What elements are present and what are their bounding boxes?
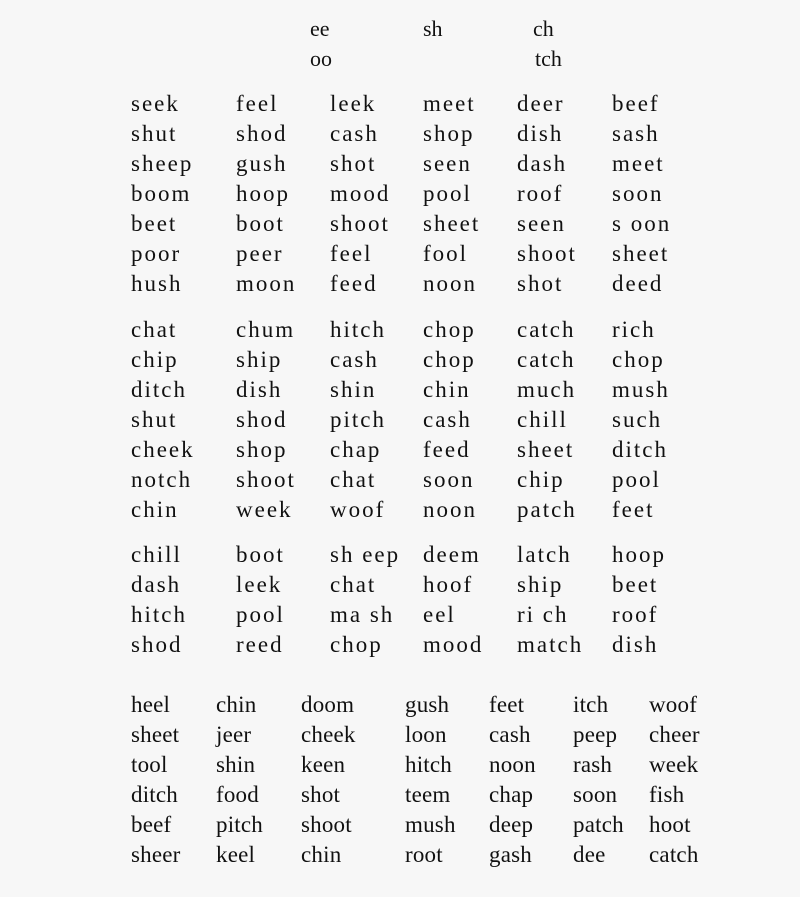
word: chap <box>330 437 382 462</box>
word: deer <box>517 91 565 116</box>
word-block-3 <box>0 540 800 660</box>
word: sheet <box>423 211 481 236</box>
word: root <box>405 842 443 867</box>
word: chin <box>216 692 257 717</box>
word: teem <box>405 782 451 807</box>
word: ditch <box>131 377 187 402</box>
word: shod <box>131 632 183 657</box>
word: feed <box>423 437 471 462</box>
word: shot <box>517 271 564 296</box>
word: beet <box>612 572 659 597</box>
word: chin <box>301 842 342 867</box>
word: jeer <box>216 722 252 747</box>
word-row <box>0 119 800 149</box>
word: doom <box>301 692 355 717</box>
word: mush <box>612 377 670 402</box>
word: meet <box>612 151 665 176</box>
word: chop <box>423 347 476 372</box>
word: dash <box>517 151 568 176</box>
word: chill <box>131 542 182 567</box>
word: shut <box>131 407 178 432</box>
word: chop <box>330 632 383 657</box>
word-row <box>0 810 800 840</box>
word: soon <box>423 467 475 492</box>
word-row <box>0 495 800 525</box>
word: sheet <box>517 437 575 462</box>
word-block-2 <box>0 315 800 525</box>
word: reed <box>236 632 284 657</box>
word: sheep <box>131 151 194 176</box>
word: shot <box>330 151 377 176</box>
word: heel <box>131 692 171 717</box>
header-ee: ee <box>310 16 330 41</box>
word: cash <box>330 347 379 372</box>
word: hoop <box>612 542 666 567</box>
word: dash <box>131 572 182 597</box>
word: sheet <box>131 722 180 747</box>
word: gash <box>489 842 532 867</box>
word: week <box>649 752 699 777</box>
word: fool <box>423 241 469 266</box>
word: catch <box>517 347 576 372</box>
word: woof <box>330 497 386 522</box>
word: beet <box>131 211 178 236</box>
word: shod <box>236 407 288 432</box>
word: shin <box>330 377 377 402</box>
word: shop <box>423 121 475 146</box>
word: noon <box>423 271 477 296</box>
word: catch <box>649 842 699 867</box>
word: chat <box>131 317 178 342</box>
word: chin <box>131 497 179 522</box>
word: match <box>517 632 584 657</box>
word-row <box>0 239 800 269</box>
word-row <box>0 630 800 660</box>
word: pool <box>236 602 285 627</box>
word: gush <box>405 692 450 717</box>
word: roof <box>517 181 564 206</box>
word-row <box>0 465 800 495</box>
word: mush <box>405 812 456 837</box>
word: shut <box>131 121 178 146</box>
word: chop <box>423 317 476 342</box>
word: week <box>236 497 293 522</box>
word: chat <box>330 572 377 597</box>
word: boot <box>236 542 285 567</box>
word: chin <box>423 377 471 402</box>
word: hitch <box>405 752 452 777</box>
word: hoop <box>236 181 290 206</box>
word-row <box>0 720 800 750</box>
word-row <box>0 750 800 780</box>
word: tool <box>131 752 168 777</box>
word: patch <box>517 497 577 522</box>
word: notch <box>131 467 193 492</box>
word: cash <box>423 407 472 432</box>
word: meet <box>423 91 476 116</box>
word: dish <box>517 121 564 146</box>
word: dish <box>612 632 659 657</box>
word-row <box>0 269 800 299</box>
word: shoot <box>236 467 296 492</box>
word: shoot <box>517 241 577 266</box>
word-row <box>0 690 800 720</box>
word: shoot <box>330 211 390 236</box>
word-row <box>0 435 800 465</box>
word: sheer <box>131 842 181 867</box>
word: feel <box>330 241 373 266</box>
word-row <box>0 600 800 630</box>
word: hoot <box>649 812 691 837</box>
word: latch <box>517 542 572 567</box>
header-ch: ch <box>533 16 554 41</box>
word: deep <box>489 812 534 837</box>
word: patch <box>573 812 624 837</box>
word: soon <box>573 782 618 807</box>
word-row <box>0 179 800 209</box>
word-block-4 <box>0 690 800 870</box>
word: ship <box>236 347 283 372</box>
word: roof <box>612 602 659 627</box>
word: sh eep <box>330 542 401 567</box>
word-row <box>0 405 800 435</box>
word: gush <box>236 151 288 176</box>
word-block-1 <box>0 89 800 299</box>
word: keel <box>216 842 256 867</box>
word: cheek <box>301 722 356 747</box>
word: feed <box>330 271 378 296</box>
word: pool <box>423 181 472 206</box>
word: pool <box>612 467 661 492</box>
word: boom <box>131 181 192 206</box>
word: sheet <box>612 241 670 266</box>
word-row <box>0 570 800 600</box>
word: shot <box>301 782 341 807</box>
word: seek <box>131 91 180 116</box>
word: beef <box>612 91 660 116</box>
word: chap <box>489 782 534 807</box>
word: deed <box>612 271 664 296</box>
word: chip <box>517 467 565 492</box>
word: feel <box>236 91 279 116</box>
word-row <box>0 345 800 375</box>
word: seen <box>423 151 472 176</box>
word: rash <box>573 752 613 777</box>
word: cheek <box>131 437 195 462</box>
word-row <box>0 780 800 810</box>
word: shod <box>236 121 288 146</box>
word: hitch <box>131 602 187 627</box>
word: peep <box>573 722 618 747</box>
word: ma sh <box>330 602 395 627</box>
word: feet <box>612 497 655 522</box>
word: leek <box>330 91 377 116</box>
word-row <box>0 315 800 345</box>
word: chill <box>517 407 568 432</box>
word-row <box>0 209 800 239</box>
word: cash <box>489 722 531 747</box>
word: cheer <box>649 722 700 747</box>
word: hoof <box>423 572 474 597</box>
word: catch <box>517 317 576 342</box>
word: eel <box>423 602 456 627</box>
header-tch: tch <box>535 46 562 71</box>
word-row <box>0 840 800 870</box>
word: fish <box>649 782 685 807</box>
header-sh: sh <box>423 16 443 41</box>
header-oo: oo <box>310 46 332 71</box>
word-row <box>0 540 800 570</box>
word: chum <box>236 317 296 342</box>
word: s oon <box>612 211 672 236</box>
word: ri ch <box>517 602 569 627</box>
word: chat <box>330 467 377 492</box>
word: shin <box>216 752 256 777</box>
word: shoot <box>301 812 352 837</box>
word: loon <box>405 722 447 747</box>
word: pitch <box>330 407 386 432</box>
word: poor <box>131 241 182 266</box>
word: beef <box>131 812 172 837</box>
word: ditch <box>131 782 178 807</box>
word: itch <box>573 692 609 717</box>
word: hush <box>131 271 183 296</box>
word: keen <box>301 752 346 777</box>
word: such <box>612 407 663 432</box>
word: ditch <box>612 437 668 462</box>
word: mood <box>330 181 391 206</box>
word: chip <box>131 347 179 372</box>
word-row <box>0 149 800 179</box>
word: boot <box>236 211 285 236</box>
word: mood <box>423 632 484 657</box>
word-row <box>0 89 800 119</box>
word: feet <box>489 692 525 717</box>
word: rich <box>612 317 656 342</box>
word: noon <box>423 497 477 522</box>
word: leek <box>236 572 283 597</box>
word: sash <box>612 121 660 146</box>
word: much <box>517 377 577 402</box>
word: deem <box>423 542 481 567</box>
word: dee <box>573 842 606 867</box>
word: soon <box>612 181 664 206</box>
word: hitch <box>330 317 386 342</box>
word: chop <box>612 347 665 372</box>
word: noon <box>489 752 536 777</box>
word: woof <box>649 692 698 717</box>
phonics-header <box>0 0 800 80</box>
word: moon <box>236 271 297 296</box>
word: dish <box>236 377 283 402</box>
word: shop <box>236 437 288 462</box>
word: pitch <box>216 812 263 837</box>
word: peer <box>236 241 284 266</box>
word: ship <box>517 572 564 597</box>
word-row <box>0 375 800 405</box>
word: food <box>216 782 259 807</box>
word: seen <box>517 211 566 236</box>
word: cash <box>330 121 379 146</box>
